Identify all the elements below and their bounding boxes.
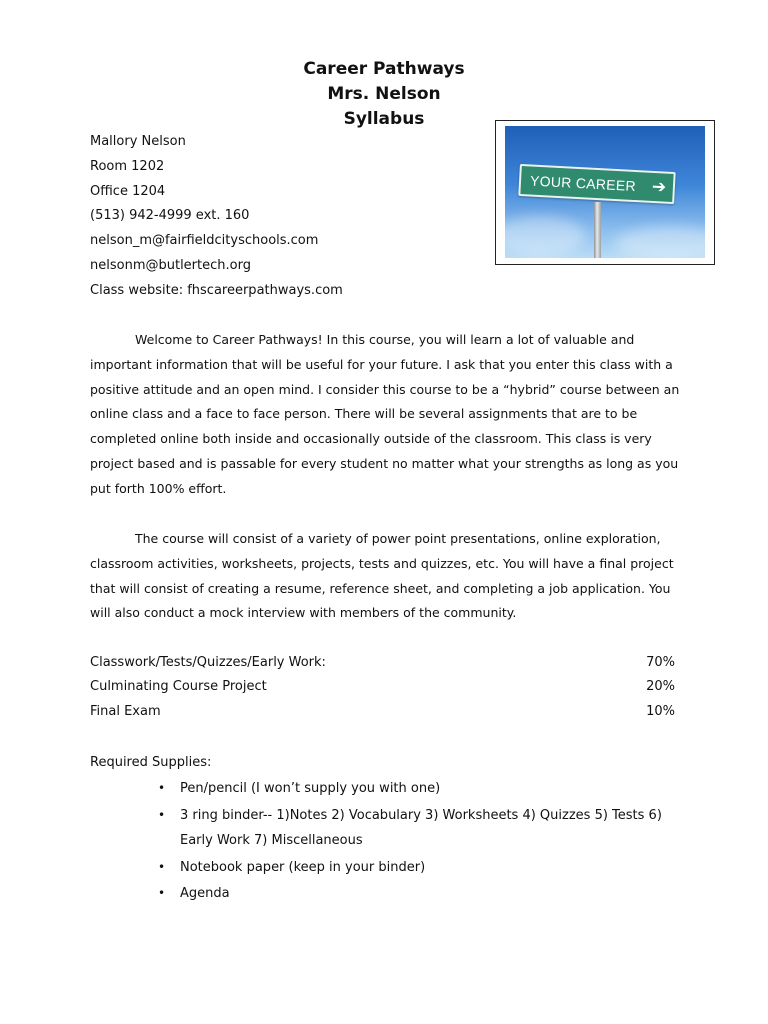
- welcome-paragraph: Welcome to Career Pathways! In this course, you will learn a lot of valuable and important information that will be useful for your future. I ask that you enter this class with a positive attitude and an open mind. I consider this course to be a “hybrid” course between an online class and a face to face person. There will be several assignments that are to be completed online both inside and occasionally outside of the classroom. This class is very project based and is passable for every student no matter what your strengths as long as you put forth 100% effort.: [90, 332, 680, 496]
- bullet-icon: •: [158, 859, 166, 874]
- sign-label: YOUR CAREER: [529, 172, 637, 195]
- bullet-icon: •: [158, 886, 166, 900]
- phone-number: (513) 942-4999 ext. 160: [90, 208, 250, 224]
- list-item: [158, 776, 690, 802]
- course-paragraph: The course will consist of a variety of power point presentations, online exploration, classroom activities, worksheets, projects, tests and quizzes, etc. You will have a final project that will consist of creating a resume, reference sheet, and completing a job application. You will also conduct a mock interview with members of the community.: [90, 531, 674, 621]
- grade-label: Culminating Course Project: [90, 679, 267, 694]
- email-secondary: nelsonm@butlertech.org: [90, 257, 251, 273]
- supply-text: Agenda: [180, 886, 230, 901]
- title-course: Career Pathways: [303, 59, 465, 79]
- grade-percent: 10%: [646, 704, 675, 719]
- list-item: [158, 803, 690, 854]
- career-sign-image: [495, 120, 715, 265]
- grade-label: Classwork/Tests/Quizzes/Early Work:: [90, 655, 326, 670]
- title-syllabus: Syllabus: [343, 109, 425, 129]
- email-primary: nelson_m@fairfieldcityschools.com: [90, 233, 319, 249]
- room-number: Room 1202: [90, 158, 165, 174]
- sign-pole: [594, 202, 601, 258]
- list-item: [158, 881, 690, 907]
- supplies-list: [158, 776, 690, 908]
- supply-text: 3 ring binder-- 1)Notes 2) Vocabulary 3) Worksheets 4) Quizzes 5) Tests 6) Early Work 7) Miscellaneous: [180, 807, 662, 848]
- grade-percent: 70%: [646, 655, 675, 670]
- contact-info: [90, 130, 343, 304]
- supply-text: Notebook paper (keep in your binder): [180, 859, 426, 875]
- supplies-heading: Required Supplies:: [90, 755, 212, 770]
- title-teacher: Mrs. Nelson: [327, 84, 441, 104]
- teacher-name: Mallory Nelson: [90, 134, 186, 149]
- arrow-right-icon: ➔: [651, 176, 667, 198]
- supply-text: Pen/pencil (I won’t supply you with one): [180, 781, 441, 796]
- office-number: Office 1204: [90, 183, 166, 199]
- class-website: Class website: fhscareerpathways.com: [90, 282, 343, 298]
- bullet-icon: •: [158, 807, 166, 822]
- list-item: [158, 855, 690, 881]
- bullet-icon: •: [158, 781, 166, 795]
- street-sign: [518, 164, 675, 204]
- grade-label: Final Exam: [90, 704, 161, 719]
- sky-photo: [505, 126, 705, 258]
- grade-percent: 20%: [646, 679, 675, 694]
